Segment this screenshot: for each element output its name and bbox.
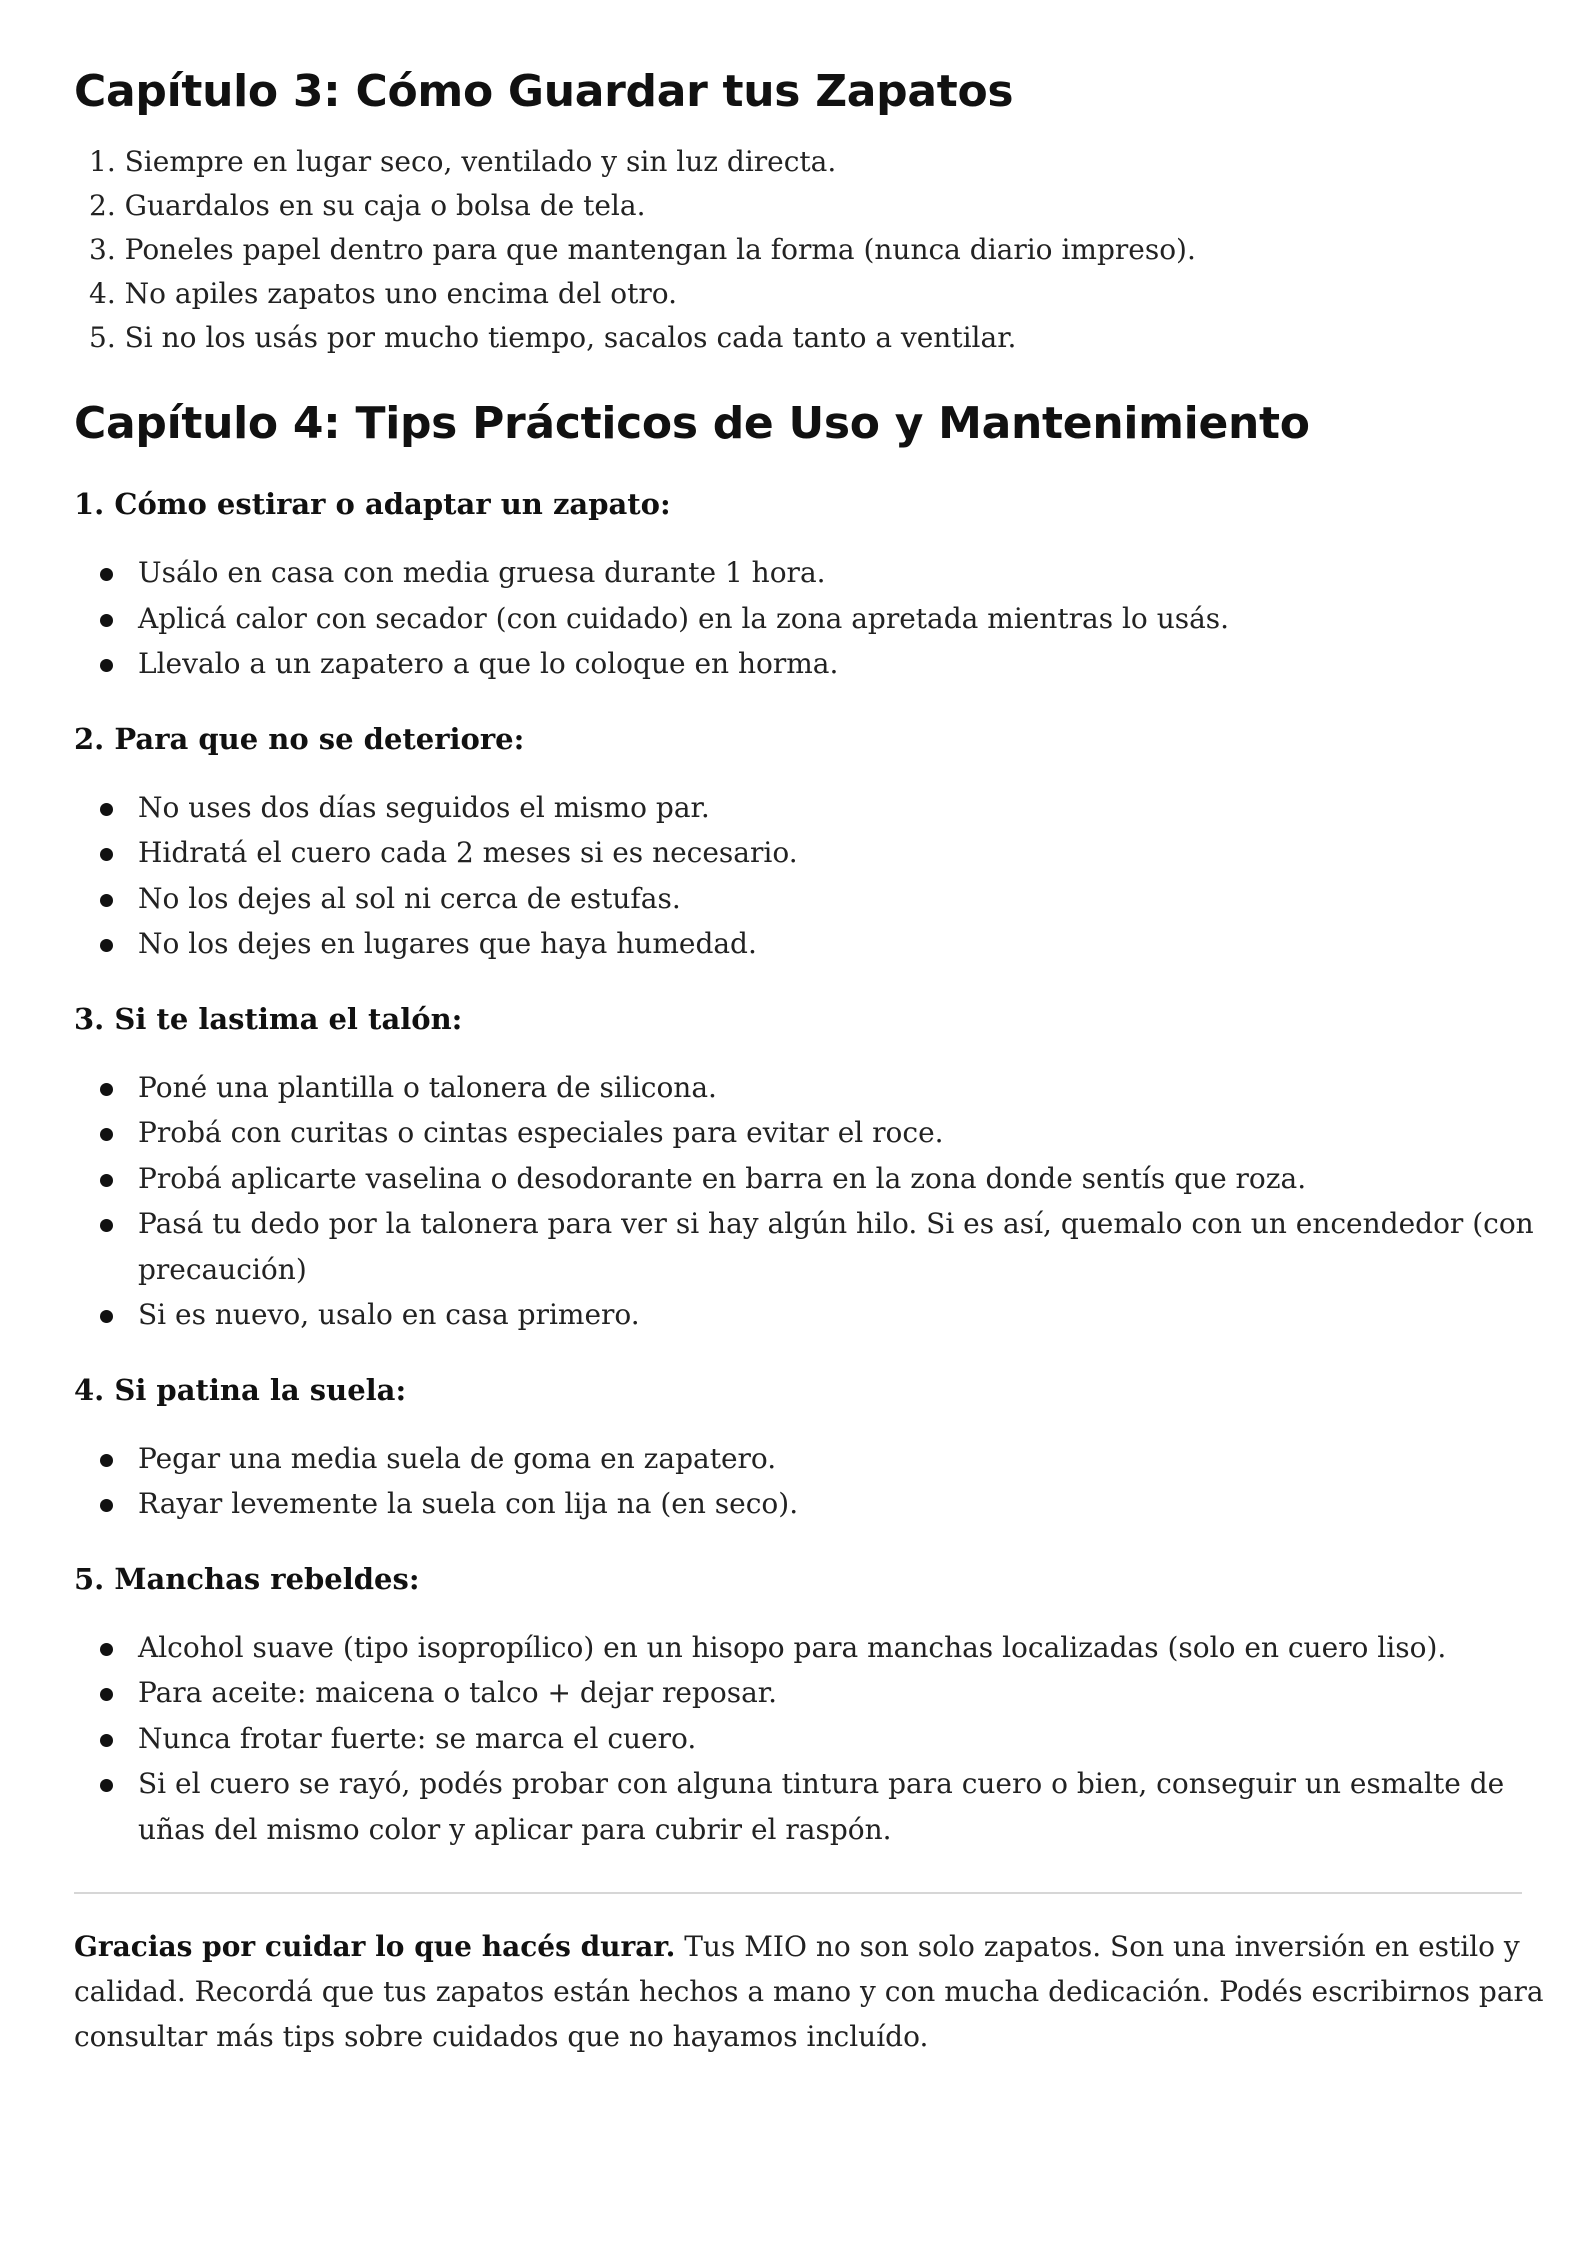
closing-text: Tus MIO no son solo zapatos. Son una inversión en estilo y calidad. Recordá que tus zapatos están hechos a mano y con mucha dedicación. Podés escribirnos para consultar más tips sobre cuidados que no hayamos incluído. [74,1930,1544,2053]
bullet-icon [100,659,113,672]
list-item-text: Hidratá el cuero cada 2 meses si es necesario. [138,836,798,869]
list-item-text: Aplicá calor con secador (con cuidado) en la zona apretada mientras lo usás. [138,601,1230,635]
list-item-text: Llevalo a un zapatero a que lo coloque en horma. [138,647,839,680]
section-heading-heel: 3. Si te lastima el talón: [74,1001,463,1036]
list-item [74,596,1564,642]
list-item [74,921,1564,967]
bullet-icon [100,939,113,952]
list-item-text: Si es nuevo, usalo en casa primero. [138,1298,640,1331]
chapter-4-title: Capítulo 4: Tips Prácticos de Uso y Mantenimiento [74,398,1310,449]
list-item-text: Poné una plantilla o talonera de silicona. [138,1070,717,1104]
bullet-icon [100,803,113,816]
list-item [74,1670,1564,1716]
list-item: 1. Siempre en lugar seco, ventilado y sin luz directa. [89,145,837,178]
bullet-list-deterioration [74,785,1564,967]
list-item [74,1156,1564,1202]
bullet-icon [100,1643,113,1656]
bullet-icon [100,848,113,861]
list-item [74,876,1564,922]
list-item-text: Rayar levemente la suela con lija na (en seco). [138,1487,799,1520]
list-item [74,550,1564,596]
bullet-icon [100,1499,113,1512]
list-item-text: Pasá tu dedo por la talonera para ver si hay algún hilo. Si es así, quemalo con un encendedor (con precaución) [138,1207,1534,1286]
list-item-text: Probá aplicarte vaselina o desodorante en barra en la zona donde sentís que roza. [138,1161,1307,1195]
bullet-list-stretch [74,550,1564,687]
section-divider [74,1892,1522,1894]
bullet-list-heel [74,1065,1564,1338]
list-item [74,1481,1564,1527]
list-item [74,1436,1564,1482]
list-item [74,1292,1564,1338]
bullet-icon [100,1454,113,1467]
section-heading-stains: 5. Manchas rebeldes: [74,1561,420,1596]
bullet-icon [100,1083,113,1096]
list-item [74,785,1564,831]
bullet-list-stains [74,1625,1564,1853]
bullet-icon [100,1128,113,1141]
list-item: 5. Si no los usás por mucho tiempo, sacalos cada tanto a ventilar. [89,321,1017,354]
list-item: 2. Guardalos en su caja o bolsa de tela. [89,189,646,222]
list-item: 3. Poneles papel dentro para que mantengan la forma (nunca diario impreso). [89,233,1196,266]
closing-bold-text: Gracias por cuidar lo que hacés durar. [74,1930,676,1963]
bullet-icon [100,1174,113,1187]
bullet-icon [100,1688,113,1701]
list-item [74,1110,1564,1156]
list-item [74,1716,1564,1762]
bullet-icon [100,568,113,581]
chapter-3-title: Capítulo 3: Cómo Guardar tus Zapatos [74,66,1014,117]
bullet-list-sole [74,1436,1564,1527]
list-item-text: Alcohol suave (tipo isopropílico) en un hisopo para manchas localizadas (solo en cuero liso). [138,1630,1447,1664]
list-item-text: Pegar una media suela de goma en zapatero. [138,1441,777,1475]
closing-paragraph [74,1924,1574,2059]
list-item [74,641,1564,687]
list-item-text: Usálo en casa con media gruesa durante 1 hora. [138,556,826,589]
section-heading-stretch: 1. Cómo estirar o adaptar un zapato: [74,487,671,521]
list-item [74,1065,1564,1111]
bullet-icon [100,1779,113,1792]
list-item [74,830,1564,876]
list-item [74,1201,1564,1292]
list-item-text: Para aceite: maicena o talco + dejar reposar. [138,1676,778,1709]
bullet-icon [100,1310,113,1323]
list-item-text: Si el cuero se rayó, podés probar con alguna tintura para cuero o bien, conseguir un esmalte de uñas del mismo color y aplicar para cubrir el raspón. [138,1767,1505,1846]
document-page [74,62,1564,2087]
list-item: 4. No apiles zapatos uno encima del otro. [89,277,677,310]
bullet-icon [100,1219,113,1232]
list-item [74,1625,1564,1671]
section-heading-sole: 4. Si patina la suela: [74,1372,407,1407]
list-item [74,1761,1564,1852]
storage-steps-list [74,140,1564,360]
list-item-text: No uses dos días seguidos el mismo par. [138,790,710,824]
section-heading-deterioration: 2. Para que no se deteriore: [74,721,525,756]
bullet-icon [100,1734,113,1747]
list-item-text: Nunca frotar fuerte: se marca el cuero. [138,1721,697,1755]
list-item-text: No los dejes en lugares que haya humedad. [138,927,757,960]
bullet-icon [100,614,113,627]
list-item-text: Probá con curitas o cintas especiales para evitar el roce. [138,1116,944,1149]
list-item-text: No los dejes al sol ni cerca de estufas. [138,881,681,915]
bullet-icon [100,894,113,907]
